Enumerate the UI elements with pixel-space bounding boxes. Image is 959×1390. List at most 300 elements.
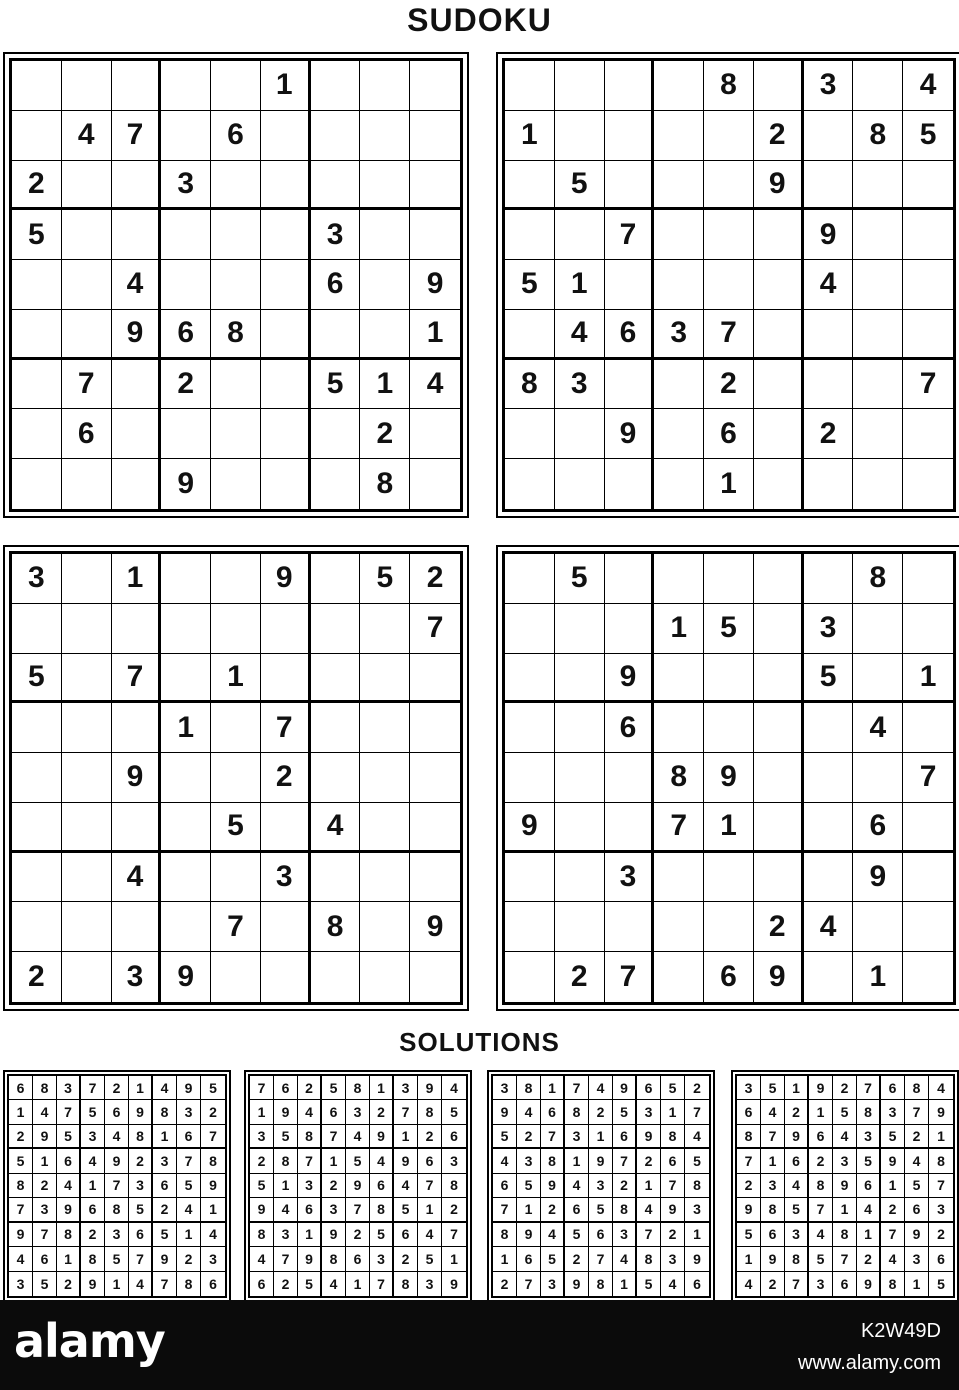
sudoku-cell [62,654,112,704]
sudoku-cell: 4 [57,1174,81,1198]
sudoku-cell [605,604,655,654]
sudoku-cell: 4 [81,1149,105,1173]
sudoku-cell [903,409,953,459]
sudoku-cell: 6 [9,1076,33,1100]
sudoku-cell: 8 [201,1149,225,1173]
sudoku-cell: 5 [704,604,754,654]
sudoku-cell: 2 [81,1223,105,1247]
stock-footer-bar [0,1300,959,1390]
sudoku-cell: 6 [637,1076,661,1100]
sudoku-cell [360,952,410,1002]
sudoku-cell: 3 [737,1076,761,1100]
solution-grid-1 [3,1070,231,1302]
sudoku-cell: 9 [929,1100,953,1124]
sudoku-cell: 8 [57,1223,81,1247]
sudoku-cell: 4 [9,1247,33,1271]
sudoku-cell: 8 [737,1125,761,1149]
sudoku-cell: 8 [905,1076,929,1100]
sudoku-cell: 5 [804,654,854,704]
sudoku-cell [704,111,754,161]
sudoku-cell [62,753,112,803]
sudoku-cell: 1 [704,803,754,853]
sudoku-cell [754,654,804,704]
sudoku-cell: 1 [661,1100,685,1124]
sudoku-cell: 3 [370,1247,394,1271]
sudoku-cell: 8 [105,1198,129,1222]
sudoku-cell: 1 [153,1125,177,1149]
sudoku-cell: 4 [62,111,112,161]
sudoku-cell [555,61,605,111]
sudoku-cell [605,111,655,161]
sudoku-cell: 1 [905,1272,929,1296]
sudoku-cell [261,360,311,410]
sudoku-cell [410,409,460,459]
sudoku-cell [62,310,112,360]
sudoku-cell [605,803,655,853]
sudoku-cell: 8 [685,1174,709,1198]
sudoku-cell [161,61,211,111]
sudoku-cell [654,853,704,903]
sudoku-cell: 7 [322,1125,346,1149]
sudoku-cell [360,803,410,853]
sudoku-cell: 4 [853,703,903,753]
sudoku-cell: 5 [442,1100,466,1124]
sudoku-cell: 1 [737,1247,761,1271]
sudoku-cell: 2 [754,902,804,952]
sudoku-cell [704,654,754,704]
sudoku-cell [654,111,704,161]
sudoku-cell [211,210,261,260]
sudoku-cell: 9 [605,654,655,704]
sudoku-cell: 3 [785,1223,809,1247]
sudoku-cell: 8 [322,1247,346,1271]
sudoku-cell [804,459,854,509]
sudoku-cell: 3 [12,554,62,604]
sudoku-cell [654,703,704,753]
sudoku-cell: 8 [589,1272,613,1296]
sudoku-cell [311,753,361,803]
sudoku-cell: 4 [589,1076,613,1100]
sudoku-cell: 6 [274,1076,298,1100]
sudoku-cell: 2 [685,1076,709,1100]
sudoku-cell: 3 [605,853,655,903]
sudoku-cell: 8 [654,753,704,803]
sudoku-cell [12,310,62,360]
sudoku-cell [754,459,804,509]
sudoku-cell: 2 [9,1125,33,1149]
sudoku-cell: 8 [661,1125,685,1149]
sudoku-cell: 6 [565,1198,589,1222]
sudoku-cell [12,853,62,903]
sudoku-cell [261,654,311,704]
sudoku-cell: 6 [929,1247,953,1271]
sudoku-cell [804,703,854,753]
sudoku-cell: 6 [605,310,655,360]
sudoku-cell [704,902,754,952]
sudoku-cell: 9 [394,1149,418,1173]
sudoku-cell: 6 [761,1223,785,1247]
sudoku-cell [161,260,211,310]
sudoku-cell [555,902,605,952]
sudoku-cell: 7 [704,310,754,360]
sudoku-cell [903,853,953,903]
sudoku-cell: 2 [905,1125,929,1149]
sudoku-cell [903,260,953,310]
sudoku-cell: 3 [493,1076,517,1100]
sudoku-cell: 2 [261,753,311,803]
sudoku-cell: 2 [12,952,62,1002]
sudoku-cell: 1 [112,554,162,604]
sudoku-cell: 9 [33,1125,57,1149]
sudoku-cell: 1 [565,1149,589,1173]
sudoku-cell [311,554,361,604]
sudoku-cell: 1 [555,260,605,310]
sudoku-cell: 6 [81,1198,105,1222]
sudoku-cell: 6 [605,703,655,753]
sudoku-cell: 7 [250,1076,274,1100]
sudoku-cell: 6 [881,1076,905,1100]
sudoku-cell: 3 [565,1125,589,1149]
sudoku-cell: 2 [809,1149,833,1173]
sudoku-cell: 3 [442,1149,466,1173]
sudoku-cell: 9 [804,210,854,260]
solution-grid-2 [244,1070,472,1302]
sudoku-cell: 6 [809,1125,833,1149]
sudoku-cell [360,111,410,161]
sudoku-cell [360,310,410,360]
sudoku-cell: 9 [112,753,162,803]
sudoku-cell: 2 [161,360,211,410]
sudoku-cell: 7 [589,1247,613,1271]
sudoku-cell: 5 [311,360,361,410]
sudoku-cell: 8 [853,554,903,604]
sudoku-cell: 2 [129,1149,153,1173]
sudoku-cell: 4 [177,1198,201,1222]
sudoku-cell: 7 [654,803,704,853]
sudoku-cell: 1 [81,1174,105,1198]
sudoku-cell: 9 [685,1247,709,1271]
sudoku-cell: 9 [833,1174,857,1198]
sudoku-cell: 2 [322,1174,346,1198]
sudoku-cell: 8 [153,1100,177,1124]
sudoku-cell: 5 [250,1174,274,1198]
sudoku-cell: 4 [903,61,953,111]
sudoku-cell: 9 [493,1100,517,1124]
puzzle-grid [502,58,956,512]
sudoku-cell: 1 [370,1076,394,1100]
sudoku-cell: 6 [33,1247,57,1271]
sudoku-cell: 3 [804,604,854,654]
sudoku-cell: 6 [857,1174,881,1198]
sudoku-cell: 8 [346,1076,370,1100]
sudoku-cell: 5 [517,1174,541,1198]
sudoku-cell [311,409,361,459]
sudoku-cell [360,260,410,310]
sudoku-cell: 6 [853,803,903,853]
sudoku-cell [112,161,162,211]
sudoku-cell [62,803,112,853]
sudoku-cell: 5 [661,1076,685,1100]
sudoku-cell: 7 [81,1076,105,1100]
sudoku-cell: 9 [605,409,655,459]
sudoku-cell [112,803,162,853]
sudoku-cell: 4 [442,1076,466,1100]
sudoku-cell: 2 [418,1125,442,1149]
sudoku-cell [505,853,555,903]
sudoku-cell: 2 [410,554,460,604]
sudoku-cell: 1 [881,1174,905,1198]
sudoku-cell [605,260,655,310]
sudoku-cell: 3 [201,1247,225,1271]
sudoku-cell: 6 [57,1149,81,1173]
sudoku-cell [12,111,62,161]
sudoku-cell: 9 [418,1076,442,1100]
sudoku-cell: 5 [555,161,605,211]
sudoku-cell: 5 [613,1100,637,1124]
sudoku-cell: 3 [881,1100,905,1124]
sudoku-cell [211,409,261,459]
sudoku-cell [605,61,655,111]
sudoku-cell [211,260,261,310]
sudoku-cell: 7 [9,1198,33,1222]
sudoku-cell [903,161,953,211]
sudoku-cell: 3 [250,1125,274,1149]
sudoku-cell: 5 [809,1247,833,1271]
sudoku-cell: 8 [311,902,361,952]
sudoku-cell: 8 [929,1149,953,1173]
sudoku-cell: 2 [589,1100,613,1124]
sudoku-cell: 8 [81,1247,105,1271]
sudoku-cell: 4 [311,803,361,853]
sudoku-cell: 5 [360,554,410,604]
sudoku-cell: 7 [418,1174,442,1198]
sudoku-cell: 1 [394,1125,418,1149]
sudoku-cell: 5 [177,1174,201,1198]
sudoku-cell: 4 [804,902,854,952]
puzzle-grid [9,551,463,1005]
sudoku-cell [754,61,804,111]
sudoku-cell: 5 [153,1223,177,1247]
sudoku-cell: 8 [129,1125,153,1149]
sudoku-cell: 9 [637,1125,661,1149]
sudoku-cell: 9 [410,260,460,310]
sudoku-cell: 1 [105,1272,129,1296]
sudoku-cell: 7 [493,1198,517,1222]
sudoku-cell: 8 [833,1223,857,1247]
sudoku-cell [704,210,754,260]
sudoku-cell [12,459,62,509]
solution-grid-3 [487,1070,715,1302]
sudoku-cell: 1 [809,1100,833,1124]
sudoku-cell: 8 [33,1076,57,1100]
sudoku-cell: 2 [541,1198,565,1222]
sudoku-cell: 5 [274,1125,298,1149]
sudoku-cell: 2 [804,409,854,459]
sudoku-puzzle-3 [3,545,469,1011]
sudoku-cell [505,459,555,509]
sudoku-cell: 8 [881,1272,905,1296]
sudoku-cell: 8 [704,61,754,111]
sudoku-cell [654,459,704,509]
sudoku-cell: 5 [589,1198,613,1222]
sudoku-cell: 6 [161,310,211,360]
sudoku-cell: 4 [33,1100,57,1124]
sudoku-cell: 1 [201,1198,225,1222]
sudoku-cell: 1 [57,1247,81,1271]
sudoku-cell: 9 [57,1198,81,1222]
sudoku-cell: 7 [112,654,162,704]
sudoku-cell: 8 [517,1076,541,1100]
sudoku-cell: 8 [9,1174,33,1198]
sudoku-cell [410,753,460,803]
sudoku-cell: 6 [693,1275,701,1292]
sudoku-cell [654,260,704,310]
sudoku-cell: 2 [370,1100,394,1124]
sudoku-cell: 7 [177,1149,201,1173]
sudoku-cell [804,554,854,604]
sudoku-cell: 7 [129,1247,153,1271]
sudoku-cell: 6 [442,1125,466,1149]
sudoku-cell: 8 [177,1272,201,1296]
sudoku-cell: 3 [929,1198,953,1222]
sudoku-puzzle-4 [496,545,959,1011]
sudoku-cell: 4 [517,1100,541,1124]
sudoku-cell: 1 [704,459,754,509]
sudoku-cell: 9 [613,1076,637,1100]
sudoku-cell: 9 [761,1247,785,1271]
sudoku-cell: 1 [505,111,555,161]
sudoku-cell [62,703,112,753]
sudoku-cell: 5 [493,1125,517,1149]
sudoku-cell [12,703,62,753]
sudoku-cell [754,703,804,753]
solution-grid [7,1074,227,1298]
sudoku-cell: 6 [589,1223,613,1247]
sudoku-cell [12,409,62,459]
sudoku-cell: 1 [589,1125,613,1149]
sudoku-cell: 6 [833,1272,857,1296]
sudoku-cell [505,604,555,654]
sudoku-cell [62,952,112,1002]
sudoku-cell: 7 [33,1223,57,1247]
sudoku-cell: 3 [105,1223,129,1247]
sudoku-cell [903,554,953,604]
sudoku-cell: 9 [589,1149,613,1173]
sudoku-cell [505,703,555,753]
sudoku-cell: 3 [589,1174,613,1198]
sudoku-cell: 2 [637,1149,661,1173]
sudoku-cell: 3 [418,1272,442,1296]
sudoku-cell: 7 [833,1247,857,1271]
sudoku-cell: 3 [112,952,162,1002]
sudoku-cell: 2 [833,1076,857,1100]
sudoku-cell: 5 [298,1272,322,1296]
sudoku-cell [112,61,162,111]
sudoku-cell: 9 [250,1198,274,1222]
site-url: www.alamy.com [798,1352,941,1374]
sudoku-cell: 5 [737,1223,761,1247]
sudoku-cell: 6 [129,1223,153,1247]
sudoku-cell: 9 [881,1149,905,1173]
sudoku-cell: 4 [613,1247,637,1271]
sudoku-cell: 8 [394,1272,418,1296]
sudoku-cell: 4 [370,1149,394,1173]
sudoku-cell: 8 [370,1198,394,1222]
sudoku-cell: 9 [346,1174,370,1198]
sudoku-cell [62,459,112,509]
sudoku-cell [754,260,804,310]
sudoku-cell: 4 [112,260,162,310]
sudoku-cell [804,853,854,903]
sudoku-cell: 4 [105,1125,129,1149]
sudoku-cell [853,210,903,260]
sudoku-cell: 9 [450,1275,458,1292]
sudoku-cell: 1 [410,310,460,360]
sudoku-cell [62,853,112,903]
sudoku-cell: 7 [57,1100,81,1124]
sudoku-cell [161,853,211,903]
sudoku-cell: 9 [809,1076,833,1100]
sudoku-cell: 5 [33,1272,57,1296]
sudoku-cell: 1 [33,1149,57,1173]
sudoku-cell: 9 [785,1125,809,1149]
sudoku-cell [505,554,555,604]
sudoku-cell: 4 [761,1100,785,1124]
sudoku-cell [853,260,903,310]
sudoku-cell: 5 [346,1149,370,1173]
sudoku-cell: 6 [785,1149,809,1173]
sudoku-cell: 5 [129,1198,153,1222]
sudoku-cell: 9 [661,1198,685,1222]
image-id: K2W49D [860,1320,941,1342]
sudoku-cell: 3 [322,1198,346,1222]
sudoku-cell [605,459,655,509]
sudoku-cell: 1 [929,1125,953,1149]
sudoku-cell [311,61,361,111]
sudoku-cell: 9 [177,1076,201,1100]
sudoku-cell [360,161,410,211]
sudoku-cell [112,902,162,952]
sudoku-cell: 3 [129,1174,153,1198]
sudoku-cell: 4 [929,1076,953,1100]
sudoku-cell [605,554,655,604]
sudoku-cell: 1 [517,1198,541,1222]
sudoku-cell: 9 [541,1174,565,1198]
sudoku-cell: 5 [555,554,605,604]
sudoku-cell [261,111,311,161]
sudoku-cell: 7 [929,1174,953,1198]
sudoku-cell: 2 [394,1247,418,1271]
sudoku-cell: 5 [685,1149,709,1173]
sudoku-cell: 6 [298,1198,322,1222]
sudoku-cell: 2 [57,1272,81,1296]
sudoku-cell: 7 [637,1223,661,1247]
sudoku-cell: 2 [442,1198,466,1222]
sudoku-cell: 3 [685,1198,709,1222]
sudoku-cell: 4 [685,1125,709,1149]
sudoku-cell [410,61,460,111]
sudoku-cell: 2 [737,1174,761,1198]
sudoku-cell [804,803,854,853]
sudoku-cell [903,803,953,853]
sudoku-cell: 1 [346,1272,370,1296]
sudoku-cell: 2 [493,1272,517,1296]
sudoku-cell: 2 [274,1272,298,1296]
sudoku-cell: 9 [565,1272,589,1296]
sudoku-cell: 4 [857,1198,881,1222]
sudoku-cell: 1 [654,604,704,654]
sudoku-cell [704,554,754,604]
